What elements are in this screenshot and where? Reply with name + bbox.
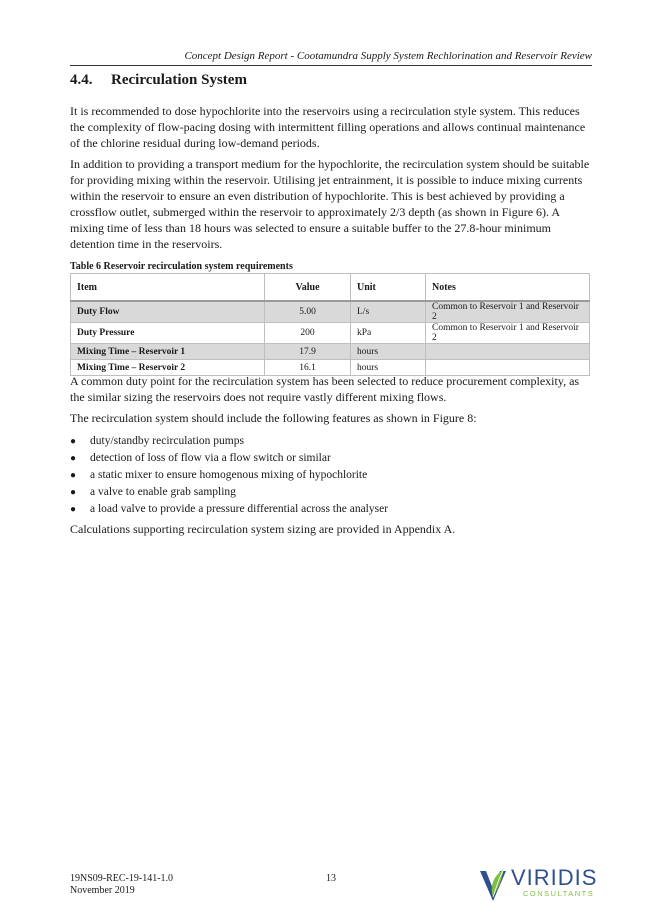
cell-value: 5.00 <box>265 301 351 323</box>
paragraph-duty-point: A common duty point for the recirculation system has been selected to reduce procurement complexity, as the similar sizing the reservoirs does not require vastly different mixing flows. <box>70 374 580 404</box>
logo-tagline: CONSULTANTS <box>523 889 595 898</box>
cell-item: Duty Pressure <box>71 323 265 344</box>
cell-item: Mixing Time – Reservoir 1 <box>71 344 265 360</box>
header-notes: Notes <box>426 274 590 302</box>
cell-notes: Common to Reservoir 1 and Reservoir 2 <box>426 301 590 323</box>
feature-list <box>70 433 388 518</box>
list-item <box>70 501 388 518</box>
list-item <box>70 467 388 484</box>
viridis-logo <box>478 865 598 905</box>
cell-notes <box>426 344 590 360</box>
requirements-table <box>70 273 590 376</box>
list-item <box>70 484 388 501</box>
bullet-icon: ● <box>70 453 77 464</box>
list-item-text: a static mixer to ensure homogenous mixing of hypochlorite <box>90 469 368 481</box>
table-row <box>71 323 590 344</box>
table-header-row <box>71 274 590 302</box>
running-header: Concept Design Report - Cootamundra Supply System Rechlorination and Reservoir Review <box>70 50 592 66</box>
list-item <box>70 450 388 467</box>
header-value: Value <box>265 274 351 302</box>
cell-value: 17.9 <box>265 344 351 360</box>
paragraph-appendix: Calculations supporting recirculation system sizing are provided in Appendix A. <box>70 522 456 536</box>
cell-unit: L/s <box>351 301 426 323</box>
list-item-text: a valve to enable grab sampling <box>90 486 236 498</box>
list-item <box>70 433 388 450</box>
paragraph-features-intro: The recirculation system should include the following features as shown in Figure 8: <box>70 411 477 425</box>
header-item: Item <box>71 274 265 302</box>
section-number: 4.4. <box>70 72 93 88</box>
bullet-icon: ● <box>70 487 77 498</box>
bullet-icon: ● <box>70 504 77 515</box>
cell-item: Mixing Time – Reservoir 2 <box>71 360 265 376</box>
section-title: Recirculation System <box>111 72 247 88</box>
cell-unit: hours <box>351 344 426 360</box>
cell-unit: hours <box>351 360 426 376</box>
cell-item: Duty Flow <box>71 301 265 323</box>
paragraph-mixing: In addition to providing a transport medium for the hypochlorite, the recirculation system should be suitable for providing mixing within the reservoir. Utilising jet entrainment, it is possible to induce mixing currents within the reservoir to ensure an even distribution of hypochlorite. This is best achieved by providing a crossflow outlet, submerged within the reservoir to approximately 2/3 depth (as shown in Figure 6). A mixing time of less than 18 hours was selected to ensure a suitable buffer to the 27.8-hour minimum detention time in the reservoirs. <box>70 157 590 251</box>
table-row <box>71 344 590 360</box>
cell-notes: Common to Reservoir 1 and Reservoir 2 <box>426 323 590 344</box>
footer-doc-number: 19NS09-REC-19-141-1.0 <box>70 873 174 884</box>
cell-unit: kPa <box>351 323 426 344</box>
list-item-text: detection of loss of flow via a flow switch or similar <box>90 452 331 464</box>
leaf-v-icon <box>478 867 508 903</box>
list-item-text: duty/standby recirculation pumps <box>90 435 244 447</box>
table-row <box>71 301 590 323</box>
bullet-icon: ● <box>70 436 77 447</box>
list-item-text: a load valve to provide a pressure differential across the analyser <box>90 503 389 515</box>
cell-value: 16.1 <box>265 360 351 376</box>
page-number: 13 <box>326 873 336 884</box>
table-caption: Table 6 Reservoir recirculation system requirements <box>70 261 293 272</box>
section-heading <box>70 72 247 89</box>
footer-date: November 2019 <box>70 885 135 896</box>
logo-wordmark: VIRIDIS <box>511 865 598 890</box>
paragraph-recommendation: It is recommended to dose hypochlorite into the reservoirs using a recirculation style system. This reduces the complexity of flow-pacing dosing with intermittent filling operations and allows continual maintenance of the chlorine residual during low-demand periods. <box>70 104 586 150</box>
footer-doc-info <box>70 873 173 897</box>
header-unit: Unit <box>351 274 426 302</box>
cell-value: 200 <box>265 323 351 344</box>
bullet-icon: ● <box>70 470 77 481</box>
